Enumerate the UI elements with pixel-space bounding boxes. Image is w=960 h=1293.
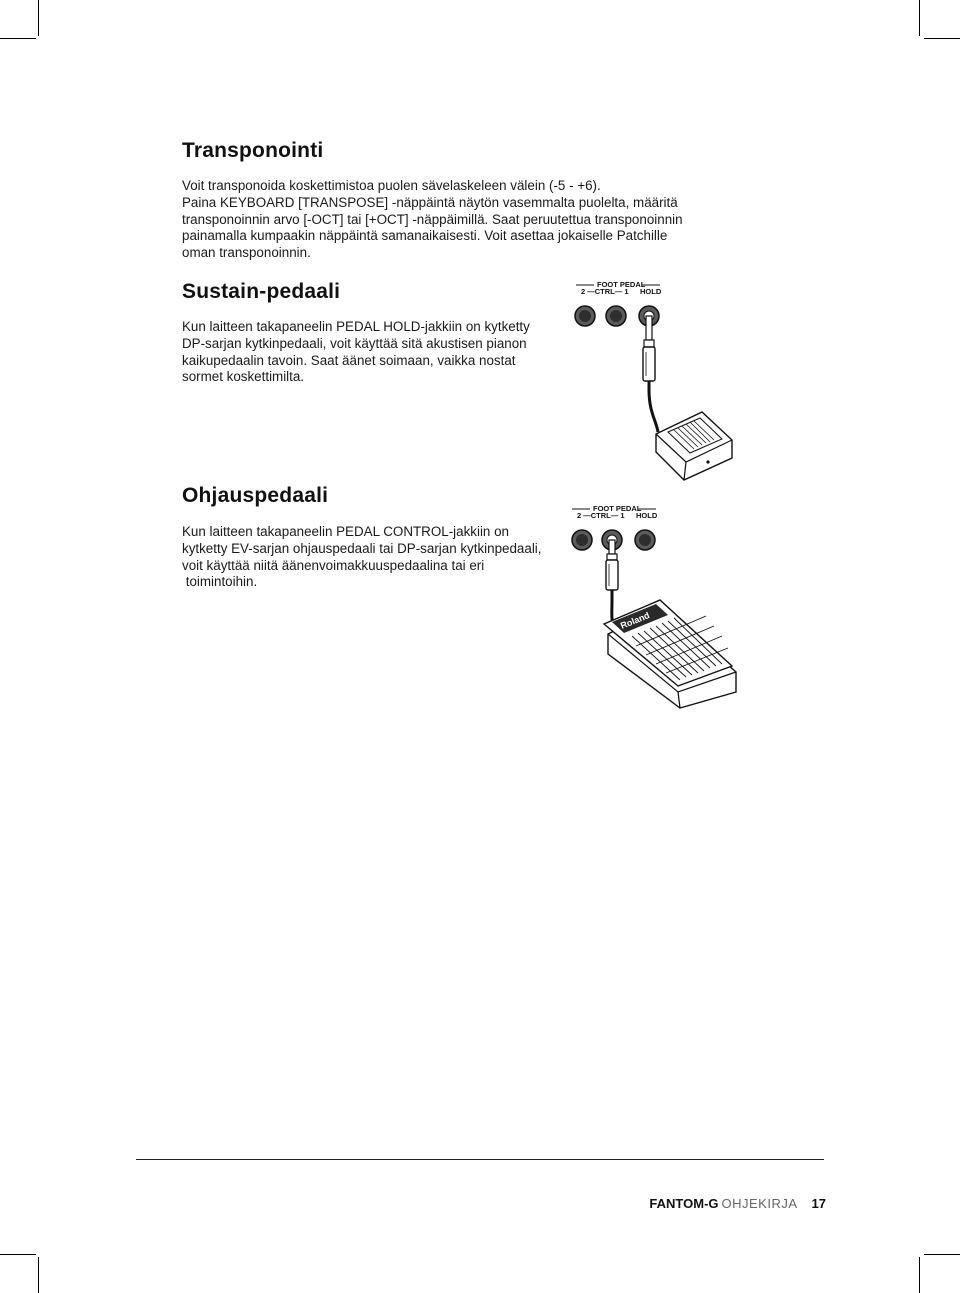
crop-mark — [919, 0, 920, 36]
crop-mark — [38, 1257, 39, 1293]
transpose-heading: Transponointi — [182, 139, 324, 162]
sustain-heading: Sustain-pedaali — [182, 280, 341, 303]
transpose-paragraph — [182, 178, 683, 262]
footer-rule — [136, 1159, 824, 1160]
hold-label: HOLD — [640, 287, 662, 296]
text-line: kytketty EV-sarjan ohjauspedaali tai DP-sarjan kytkinpedaali, — [182, 540, 542, 556]
text-line: Kun laitteen takapaneelin PEDAL HOLD-jakkiin on kytketty — [182, 319, 530, 334]
foot-switch-icon — [656, 412, 732, 480]
crop-mark — [0, 38, 36, 39]
sustain-pedal-diagram — [560, 272, 780, 494]
pedal-cable — [649, 381, 658, 432]
page-number: 17 — [811, 1196, 826, 1211]
text-line: voit käyttää niitä äänenvoimakkuuspedaalina tai eri — [182, 557, 485, 573]
control-paragraph — [182, 524, 542, 591]
crop-mark — [924, 1254, 960, 1255]
crop-mark — [924, 38, 960, 39]
control-heading: Ohjauspedaali — [182, 484, 329, 507]
text-line: toimintoihin. — [182, 574, 258, 590]
text-line: kaikupedaalin tavoin. Saat äänet soimaan, vaikka nostat — [182, 352, 516, 368]
text-line: transponoinnin arvo [-OCT] tai [+OCT] -näppäimillä. Saat peruutettua transponoinnin — [182, 211, 683, 227]
text-line: DP-sarjan kytkinpedaali, voit käyttää sitä akustisen pianon — [182, 335, 527, 351]
crop-mark — [0, 1254, 36, 1255]
text-line: Voit transponoida koskettimistoa puolen sävelaskeleen välein (-5 - +6). — [182, 178, 601, 193]
foot-pedal-label: FOOT PEDAL — [597, 280, 646, 289]
footer-manual-title: OHJEKIRJA — [721, 1196, 798, 1211]
text-line: Kun laitteen takapaneelin PEDAL CONTROL-jakkiin on — [182, 524, 509, 539]
page-footer — [649, 1196, 826, 1211]
ctrl-label: 2 —CTRL— 1 — [581, 287, 629, 296]
crop-mark — [919, 1257, 920, 1293]
text-line: Paina KEYBOARD [TRANSPOSE] -näppäintä näytön vasemmalta puolelta, määritä — [182, 194, 678, 210]
foot-pedal-label: FOOT PEDAL — [593, 504, 642, 513]
crop-mark — [38, 0, 39, 36]
expression-pedal-icon — [604, 600, 736, 708]
ctrl-label: 2 —CTRL— 1 — [577, 511, 625, 520]
hold-label: HOLD — [636, 511, 658, 520]
footer-brand: FANTOM-G — [649, 1196, 719, 1211]
control-pedal-diagram — [560, 496, 780, 718]
sustain-paragraph — [182, 319, 530, 386]
text-line: oman transponoinnin. — [182, 245, 311, 261]
text-line: sormet koskettimilta. — [182, 369, 305, 385]
text-line: painamalla kumpaakin näppäintä samanaikaisesti. Voit asettaa jokaiselle Patchille — [182, 228, 668, 244]
pedal-brand-label: Roland — [619, 610, 652, 631]
